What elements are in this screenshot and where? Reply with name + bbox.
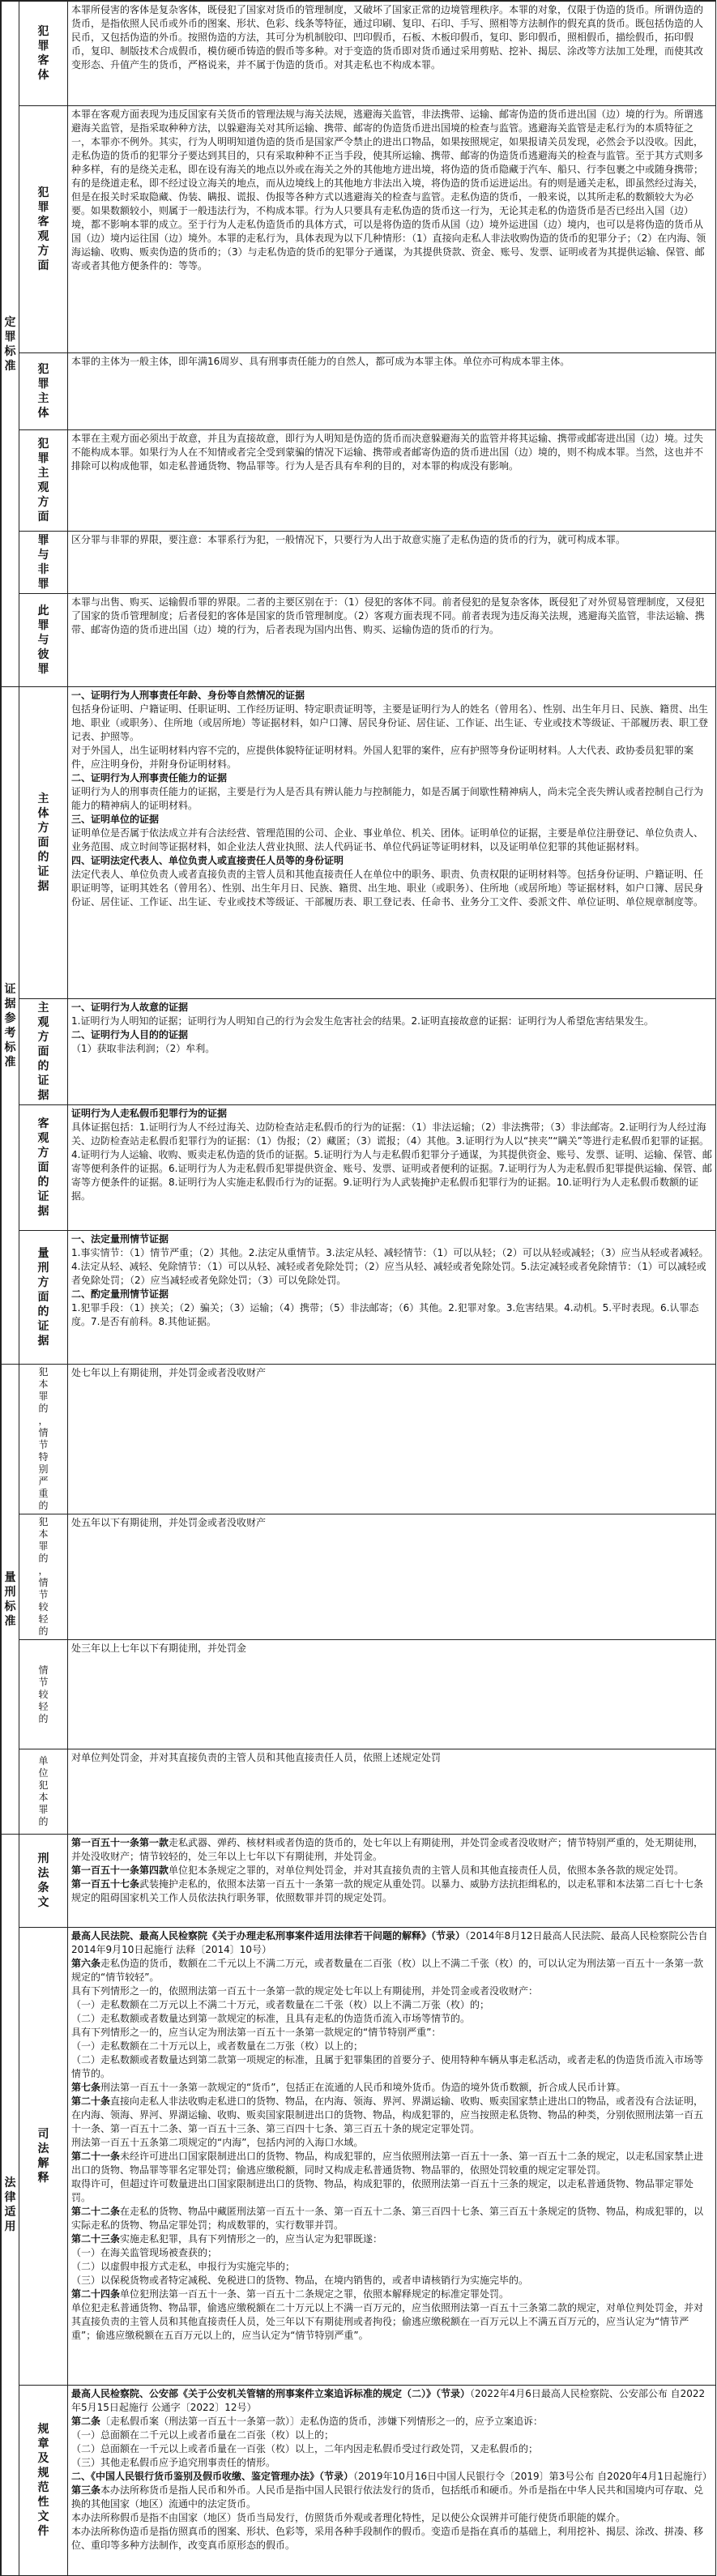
text-unit-crime: 对单位判处罚金，并对其直接负责的主管人员和其他直接责任人员，依照上述规定处罚 — [68, 1749, 716, 1835]
text-line — [71, 2511, 712, 2525]
line-head: 第二十一条 — [71, 2151, 121, 2162]
sentencing-evidence-lines — [71, 1232, 712, 1329]
label-criminal-law: 刑法条文 — [19, 1835, 68, 1928]
section-evidence-standard: 证据参考标准 — [2, 687, 19, 1365]
row-objective-aspect — [2, 106, 716, 353]
text-line — [71, 2232, 712, 2246]
line-head: 1.事实情节：（1）情节严重；（2）其他。2.法定从重情节。3.法定从轻、减轻情节：（1）可以从轻；（2）可以从轻或减轻；（3）应当从轻或者减轻。4.法定从轻、减轻、免除情节：（1）可以从轻、减轻或者免除处罚；（2）应当从轻、减轻或者免除处罚。5.法定减轻或者免除情节：（1）可以减轻或者免除处罚；（2）应当减轻或者免除处罚；（3）可以免除处罚。 — [71, 1247, 709, 1286]
text-this-vs-other-crime: 本罪与出售、购买、运输假币罪的界限。二者的主要区别在于：（1）侵犯的客体不同。前者侵犯的是复杂客体，既侵犯了对外贸易管理制度，又侵犯了国家的货币管理制度；后者侵犯的客体是国家的货币管理制度。（2）客观方面表现不同。前者表现为违反海关法规，逃避海关监管，非法运输、携带、邮寄伪造的货币进出国（边）境的行为，后者表现为国内出售、购买、运输伪造的货币的行为。 — [68, 594, 716, 687]
text-line — [71, 2095, 712, 2136]
text-line — [71, 1836, 712, 1864]
line-body: 具有下列情形之一的，依照刑法第一百五十一条第一款的规定处七年以上有期徒刑，并处罚金或者没收财产： — [71, 1985, 539, 1997]
text-line — [71, 785, 712, 813]
line-head: 第三条 — [71, 2484, 101, 2496]
text-line — [71, 2442, 712, 2456]
line-head: 第七条 — [71, 2082, 101, 2093]
text-line — [71, 771, 712, 785]
line-body: 单位犯本条规定之罪的，对单位判处罚金，并对其直接负责的主管人员和其他直接责任人员，依照本条各款的规定处罚。 — [169, 1865, 685, 1876]
label-minor-circumstance: 情节较轻的 — [19, 1640, 68, 1749]
line-body: 本办法所称假币是指不由国家（地区）货币当局发行，仿照货币外观或者理化特性，足以使公众误辨并可能行使货币职能的媒介。 — [71, 2512, 626, 2523]
row-crime-object — [2, 2, 716, 106]
judicial-interpretation-heading: 最高人民法院、最高人民检察院《关于办理走私刑事案件适用法律若干问题的解释》（节录）（2014年8月12日最高人民法院、最高人民检察院公告自2014年9月10日起施行 法释〔2014〕10号） — [71, 1930, 708, 1955]
text-line — [71, 854, 712, 868]
row-unit-crime — [2, 1749, 716, 1835]
text-line — [71, 2040, 712, 2053]
text-general-circumstance: 处五年以下有期徒刑，并处罚金或者没收财产 — [68, 1514, 716, 1640]
line-head: 第六条 — [71, 1958, 101, 1969]
row-subject-evidence — [2, 687, 716, 999]
line-body: （一）在海关监管现场被查获的； — [71, 2247, 218, 2258]
text-line — [71, 2053, 712, 2081]
text-objective-evidence — [68, 1105, 716, 1231]
text-line — [71, 2470, 712, 2484]
text-line — [71, 813, 712, 827]
label-crime-subject: 犯罪主体 — [19, 353, 68, 430]
line-head: 第二十四条 — [71, 2288, 121, 2300]
row-crime-boundary — [2, 532, 716, 594]
text-subjective-evidence — [68, 999, 716, 1105]
line-body: 走私伪造的货币，数额在二千元以上不满二万元，或者数量在二百张（枚）以上不满二千张（枚）的，可以认定为刑法第一百五十一条第一款规定的“情节较轻”。 — [71, 1958, 704, 1983]
line-body: （一）总面额在二千元以上或者币量在二百张（枚）以上的； — [71, 2429, 335, 2441]
line-head: 1.证明行为人明知的证据；证明行为人明知自己的行为会发生危害社会的结果。2.证明直接故意的证据：证明行为人希望危害结果发生。 — [71, 1015, 654, 1027]
line-body: 单位犯刑法第一百五十一条、第一百五十二条规定之罪，依照本解释规定的标准定罪处罚。 — [120, 2288, 510, 2300]
text-line — [71, 1246, 712, 1288]
label-subjective-evidence: 主观方面的证据 — [19, 999, 68, 1105]
text-subject-evidence — [68, 687, 716, 999]
row-subjective-aspect — [2, 430, 716, 532]
line-body: 未经许可进出口国家限制进出口的货物、物品，构成犯罪的，应当依照刑法第一百五十一条、第一百五十二条的规定，以走私国家禁止进出口的货物、物品罪等罪名定罪处罚；偷逃应缴税额，同时又构成走私普通货物、物品罪的，依照处罚较重的规定定罪处罚。 — [71, 2151, 704, 2176]
row-sentencing-evidence — [2, 1231, 716, 1365]
text-line — [71, 2177, 712, 2205]
text-line — [71, 1001, 712, 1015]
line-head: 二、《中国人民银行货币鉴别及假币收缴、鉴定管理办法》（节录） — [71, 2471, 354, 2482]
line-head: 三、证明单位的证据 — [71, 814, 160, 825]
label-judicial-interpretation: 司法解释 — [19, 1928, 68, 2386]
line-head: 证明行为人走私假币犯罪行为的证据 — [71, 1108, 228, 1119]
row-general-circumstance — [2, 1514, 716, 1640]
text-line — [71, 2429, 712, 2442]
label-general-circumstance: 犯本罪的，情节较轻的 — [19, 1514, 68, 1640]
text-regulations — [68, 2386, 716, 2576]
line-head: 第一百五十一条第四款 — [71, 1865, 169, 1876]
line-body: 本办法所称货币是指人民币和外币。人民币是指中国人民银行依法发行的货币，包括纸币和硬币。外币是指在中华人民共和国境内可存取、兑换的其他国家（地区）流通中的法定货币。 — [71, 2484, 704, 2510]
subject-evidence-lines — [71, 689, 712, 909]
line-body: 武装掩护走私的，依照本法第一百五十一条第一款的规定从重处罚。以暴力、威胁方法抗拒缉私的，以走私罪和本法第二百七十七条规定的阻碍国家机关工作人员依法执行职务罪，依照数罪并罚的规定处罚。 — [71, 1878, 704, 1903]
objective-evidence-lines — [71, 1107, 712, 1203]
text-line — [71, 2081, 712, 2095]
text-line — [71, 1232, 712, 1246]
line-head: 对于外国人，出生证明材料内容不完的，应提供体貌特征证明材料。外国人犯罪的案件，应有护照等身份证明材料。人大代表、政协委员犯罪的案件，应注明身份，并附身份证明材料。 — [71, 745, 694, 770]
text-line — [71, 2301, 712, 2343]
line-head: 包括身份证明、户籍证明、任职证明、工作经历证明、特定职责证明等，主要是证明行为人的姓名（曾用名）、性别、出生年月日、民族、籍贯、出生地、职业（或职务）、住所地（或居所地）等证据材料，如户口簿、居民身份证、居住证、工作证、出生证、专业或技术等级证、干部履历表、职工登记表、护照等。 — [71, 703, 709, 742]
label-crime-boundary: 罪与非罪 — [19, 532, 68, 594]
line-body: （三）以保税货物或者特定减税、免税进口的货物、物品，在境内销售的，或者申请核销行为实施完毕的。 — [71, 2275, 529, 2286]
criminal-law-lines — [71, 1836, 712, 1905]
text-line — [71, 2260, 712, 2274]
line-head: 二、酌定量刑情节证据 — [71, 1288, 169, 1300]
text-objective-aspect: 本罪在客观方面表现为违反国家有关货币的管理法规与海关法规，逃避海关监管，非法携带、运输、邮寄伪造的货币进出国（边）境的行为。所谓逃避海关监管，是指采取种种方法，以躲避海关对其所运输、携带、邮寄的伪造货币进出国境的检查与监管。逃避海关监管是走私行为的本质特征之一，本罪亦不例外。其实，行为人明明知道伪造的货币是国家严令禁止的进出口物品，如果按照规定，如果报请关员发现，必然会予以没收。因此，走私伪造的货币的犯罪分子要达到其目的，只有采取种种不正当手段，使其所运输、携带、邮寄的伪造货币逃避海关的检查与监管。至于其方式则多种多样，有的是绕关走私，即在设有海关的地点以外或在海关之外的其他地方进出境，将伪造的货币隐藏于汽车、船只、行李包裹之中或随身携带；有的是绕道走私，即不经过设立海关的地点，而从边境线上的其他地方非法出入境，将伪造的货币运进运出。有的则是通关走私，即虽然经过海关，但是在报关时采取隐藏、伪装、瞒报、谎报、伪报等各种方式以逃避海关的检查与监管。走私伪造的货币，一般来说，以其所走私的数额较大为必要。如果数额较小，则属于一般违法行为，不构成本罪。行为人只要具有走私伪造的货币这一行为，无论其走私的伪造货币是否已经出入国（边）境，都不影响本罪的成立。至于行为人走私伪造货币的具体方式，可以是将伪造的货币从国（边）境外运进国（边）境内，也可以是将伪造的货币从国（边）境内运往国（边）境外。本罪的走私行为，具体表现为以下几种情形：（1）直接向走私人非法收购伪造的货币的犯罪分子；（2）在内海、领海运输、收购、贩卖伪造的货币的；（3）与走私伪造的货币的犯罪分子通谋，为其提供贷款、资金、账号、发票、证明或者为其提供运输、保管、邮寄或者其他方便条件的：等等。 — [68, 106, 716, 353]
standards-table — [1, 1, 716, 2576]
row-severe-circumstance — [2, 1365, 716, 1514]
row-crime-subject — [2, 353, 716, 430]
line-head: 一、法定量刑情节证据 — [71, 1233, 169, 1245]
label-this-vs-other-crime: 此罪与彼罪 — [19, 594, 68, 687]
text-line — [71, 1301, 712, 1329]
line-body: 本办法所称伪造币是指仿照真币的图案、形状、色彩等，采用各种手段制作的假币。变造币是指在真币的基础上，利用挖补、揭层、涂改、拼凑、移位、重印等多种方法制作，改变真币原形态的假币。 — [71, 2526, 704, 2551]
line-head: 1.犯罪手段：（1）挟关；（2）骗关；（3）运输；（4）携带；（5）非法邮寄；（6）其他。2.犯罪对象。3.危害结果。4.动机。5.平时表现。6.认罪态度。7.是否有前科。8.其他证据。 — [71, 1302, 699, 1327]
section-law-application: 法律适用 — [2, 1835, 19, 2576]
text-line — [71, 1878, 712, 1905]
line-body: 刑法第一百五十五条第二项规定的“内海”，包括内河的入海口水域。 — [71, 2137, 364, 2148]
label-crime-object: 犯罪客体 — [19, 2, 68, 106]
line-head: 四、证明法定代表人、单位负责人或直接责任人员等的身份证明 — [71, 855, 344, 866]
text-judicial-interpretation — [68, 1928, 716, 2386]
text-line — [71, 1107, 712, 1121]
text-line — [71, 2274, 712, 2288]
text-line — [71, 2288, 712, 2301]
text-line — [71, 2456, 712, 2470]
line-head: 具体证据包括：1.证明行为人不经过海关、边防检查站走私假币的行为的证据：（1）非法运输；（2）非法携带；（3）非法邮寄。2.证明行为人经过海关、边防检查站走私假币犯罪行为的证据：（1）伪报；（2）藏匿；（3）谎报；（4）其他。3.证明行为人以“挟夹”“瞒关”等进行走私假币犯罪的证据。4.证明行为人运输、收购、贩卖走私伪造的货币的证据。5.证明行为人与走私假币犯罪分子通谋，为其提供资金、账号、发票、证明、运输、保管、邮寄等便利条件的证据。6.证明行为人为走私假币犯罪提供资金、账号、发票、证明或者便利的证据。7.证明行为人为走私假币犯罪提供运输、保管、邮寄等方便条件的证据。8.证明行为人实施走私假币行为的证据。9.证明行为人武装掩护走私假币犯罪行为的证据。10.证明行为人走私假币数额的证据。 — [71, 1121, 712, 1202]
line-body: （一）走私数额在二万元以上不满二十万元，或者数量在二千张（枚）以上不满二万张（枚）的； — [71, 1999, 490, 2010]
text-line — [71, 1121, 712, 1203]
text-line — [71, 2136, 712, 2150]
row-this-vs-other-crime — [2, 594, 716, 687]
line-body: 刑法第一百五十一条第一款规定的“货币”，包括正在流通的人民币和境外货币。伪造的境外货币数额，折合成人民币计算。 — [100, 2082, 626, 2093]
line-body: 〔走私假币案（刑法第一百五十一条第一款）〕走私伪造的货币，涉嫌下列情形之一的，应予立案追诉： — [100, 2416, 544, 2427]
text-criminal-law — [68, 1835, 716, 1928]
label-sentencing-evidence: 量刑方面的证据 — [19, 1231, 68, 1365]
line-head: 证明行为人的刑事责任能力的证据，主要是行为人是否具有辨认能力与控制能力，如是否属于间歇性精神病人，尚未完全丧失辨认或者控制自己行为能力的精神病人的证明材料。 — [71, 786, 704, 811]
label-severe-circumstance: 犯本罪的，情节特别严重的 — [19, 1365, 68, 1514]
text-line — [71, 1028, 712, 1042]
label-subjective-aspect: 犯罪主观方面 — [19, 430, 68, 532]
line-body: （二）走私数额或者数量达到第一款规定的标准，且具有走私的伪造货币流入市场等情节的。 — [71, 2013, 471, 2024]
text-line — [71, 2246, 712, 2260]
text-line — [71, 1957, 712, 1984]
row-subjective-evidence — [2, 999, 716, 1105]
text-line — [71, 2525, 712, 2553]
text-line — [71, 744, 712, 771]
line-head: （1）获取非法利润；（2）牟利。 — [71, 1043, 216, 1054]
text-line — [71, 1015, 712, 1028]
line-head: 第二十二条 — [71, 2206, 121, 2217]
line-head: 二、证明行为人刑事责任能力的证据 — [71, 772, 228, 784]
row-regulations — [2, 2386, 716, 2576]
text-line — [71, 2205, 712, 2232]
text-crime-object: 本罪所侵害的客体是复杂客体，既侵犯了国家对货币的管理制度，又破坏了国家正常的边境管理秩序。本罪的对象，仅限于伪造的货币。所谓伪造的货币，是指依照人民币或外币的图案、形状、色彩、线条等特征，通过印刷、复印、石印、手写、照相等方法制作的假充真的货币。既包括伪造的人民币，又包括伪造的外币。按照伪造的方法，其可分为机制胶印、凹印假币，石板、木板印假币，复印、影印假币，照相假币，描绘假币，拓印假币，复印、制版技术合成假币，模仿硬币铸造的假币等多种。对于变造的货币即对货币通过采用剪贴、挖补、揭层、涂改等方法加工处理，而使其改变形态、升值产生的货币，严格说来，并不属于伪造的货币。对其走私也不构成本罪。 — [68, 2, 716, 106]
text-severe-circumstance: 处七年以上有期徒刑，并处罚金或者没收财产 — [68, 1365, 716, 1514]
line-head: 一、证明行为人刑事责任年龄、身份等自然情况的证据 — [71, 690, 305, 701]
text-line — [71, 2026, 712, 2040]
line-body: （二）以虚假申报方式走私，申报行为实施完毕的； — [71, 2261, 296, 2272]
text-subjective-aspect: 本罪在主观方面必须出于故意，并且为直接故意，即行为人明知是伪造的货币而决意躲避海关的监管并将其运输、携带或邮寄进出国（边）境。过失不能构成本罪。如果行为人在不知情或者完全受到蒙骗的情况下运输、携带或者邮寄伪造的货币进出国（边）境的，则不构成本罪。当然，这也并不排除可以构成他罪，如走私普通货物、物品罪等。行为人是否具有牟利的目的，对本罪的构成没有影响。 — [68, 430, 716, 532]
judicial-interpretation-lines — [71, 1957, 712, 2343]
text-line — [71, 1288, 712, 1301]
label-subject-evidence: 主体方面的证据 — [19, 687, 68, 999]
text-line — [71, 868, 712, 909]
text-line — [71, 2484, 712, 2511]
line-body: 单位犯走私普通货物、物品罪，偷逃应缴税额在二十万元以上不满一百万元的，应当依照刑法第一百五十三条第二款的规定，对单位判处罚金，并对其直接负责的主管人员和其他直接责任人员，处三年以下有期徒刑或者拘役；偷逃应缴税额在一百万元以上不满五百万元的，应当认定为“情节严重”；偷逃应缴税额在五百万元以上的，应当认定为“情节特别严重”。 — [71, 2302, 704, 2341]
text-line — [71, 703, 712, 744]
subjective-evidence-lines — [71, 1001, 712, 1056]
text-crime-boundary: 区分罪与非罪的界限，要注意：本罪系行为犯，一般情况下，只要行为人出于故意实施了走私伪造的货币的行为，就可构成本罪。 — [68, 532, 716, 594]
line-body: （三）其他走私假币应予追究刑事责任的情形。 — [71, 2457, 276, 2468]
line-body: （2019年10月16日中国人民银行令〔2019〕第3号公布 自2020年4月1日起施行） — [353, 2471, 712, 2482]
line-body: 在走私的货物、物品中藏匿刑法第一百五十一条、第一百五十二条、第三百四十七条、第三百五十条规定的货物、物品，构成犯罪的，以实际走私的货物、物品定罪处罚；构成数罪的，实行数罪并罚。 — [71, 2206, 704, 2231]
text-line — [71, 827, 712, 854]
section-sentencing-standard: 量刑标准 — [2, 1365, 19, 1835]
line-body: 取得许可，但超过许可数量进出口国家限制进出口的货物、物品，构成犯罪的，依照刑法第一百五十三条的规定，以走私普通货物、物品罪定罪处罚。 — [71, 2178, 694, 2203]
row-minor-circumstance — [2, 1640, 716, 1749]
line-body: （二）总面额在一千元以上或者币量在一百张（枚）以上，二年内因走私假币受过行政处罚，又走私假币的； — [71, 2443, 539, 2454]
text-line — [71, 1998, 712, 2012]
line-head: 第一百五十一条第一款 — [71, 1837, 169, 1848]
text-line — [71, 689, 712, 703]
label-regulations: 规章及规范性文件 — [19, 2386, 68, 2576]
label-unit-crime: 单位犯本罪的 — [19, 1749, 68, 1835]
line-body: 实施走私犯罪，具有下列情形之一的，应当认定为犯罪既遂： — [120, 2233, 383, 2245]
section-conviction-standard: 定罪标准 — [2, 2, 19, 687]
text-line — [71, 2150, 712, 2177]
line-head: 第二十三条 — [71, 2233, 121, 2245]
text-minor-circumstance: 处三年以上七年以下有期徒刑，并处罚金 — [68, 1640, 716, 1749]
row-criminal-law — [2, 1835, 716, 1928]
line-head: 二、证明行为人目的的证据 — [71, 1029, 189, 1040]
line-body: （一）走私数额在二十万元以上，或者数量在二万张（枚）以上的； — [71, 2040, 364, 2052]
label-objective-aspect: 犯罪客观方面 — [19, 106, 68, 353]
line-head: 第一百五十七条 — [71, 1878, 140, 1890]
text-line — [71, 1864, 712, 1878]
text-line — [71, 1984, 712, 1998]
line-body: （二）走私数额或者数量达到第二款第一项规定的标准，且属于犯罪集团的首要分子、使用特种车辆从事走私活动，或者走私的伪造货币流入市场等情节的。 — [71, 2054, 704, 2079]
text-crime-subject: 本罪的主体为一般主体，即年满16周岁、具有刑事责任能力的自然人，都可成为本罪主体。单位亦可构成本罪主体。 — [68, 353, 716, 430]
row-judicial-interpretation — [2, 1928, 716, 2386]
regulations-lines — [71, 2415, 712, 2553]
row-objective-evidence — [2, 1105, 716, 1231]
text-line — [71, 1042, 712, 1056]
label-objective-evidence: 客观方面的证据 — [19, 1105, 68, 1231]
line-head: 一、证明行为人故意的证据 — [71, 1002, 189, 1013]
text-line — [71, 2012, 712, 2026]
line-body: 具有下列情形之一的，应当认定为刑法第一百五十一条第一款规定的“情节特别严重”： — [71, 2027, 442, 2038]
regulations-heading: 最高人民检察院、公安部《关于公安机关管辖的刑事案件立案追诉标准的规定（二）》（节录）（2022年4月6日最高人民检察院、公安部公布 自2022年5月15日起施行 公通字〔2022〕12号） — [71, 2388, 706, 2413]
text-line — [71, 2415, 712, 2429]
line-head: 第二十条 — [71, 2095, 111, 2107]
line-body: 走私武器、弹药、核材料或者伪造的货币的，处七年以上有期徒刑，并处罚金或者没收财产；情节特别严重的，处无期徒刑，并处没收财产；情节较轻的，处三年以上七年以下有期徒刑，并处罚金。 — [71, 1837, 704, 1862]
line-head: 法定代表人、单位负责人或者直接负责的主管人员和其他直接责任人在单位中的职务、职责、负责权限的证明材料等。包括身份证明、户籍证明、任职证明等，证明其姓名（曾用名）、性别、出生年月日、民族、籍贯、出生地、职业（或职务）、住所地（或居所地）等证据材料，如户口簿、居民身份证、居住证、工作证、出生证、专业或技术等级证、干部履历表、职工登记表、任命书、业务分工文件、委派文件、单位证明、单位规章制度等。 — [71, 869, 704, 908]
line-head: 证明单位是否属于依法成立并有合法经营、管理范围的公司、企业、事业单位、机关、团体。证明单位的证据，主要是单位注册登记、单位负责人、业务范围、成立时间等证据材料，如企业法人营业执照、法人代码证书、单位代码证等证明材料，以及证明单位犯罪的其他证据材料。 — [71, 827, 704, 852]
text-sentencing-evidence — [68, 1231, 716, 1365]
line-head: 第二条 — [71, 2416, 101, 2427]
line-body: 直接向走私人非法收购走私进口的货物、物品，在内海、领海、界河、界湖运输、收购、贩卖国家禁止进出口的物品，或者没有合法证明，在内海、领海、界河、界湖运输、收购、贩卖国家限制进出口的货物、物品，构成犯罪的，应当按照走私货物、物品的种类，分别依照刑法第一百五十一条、第一百五十二条、第一百五十三条、第三百四十七条、第三百五十条的规定定罪处罚。 — [71, 2095, 704, 2134]
